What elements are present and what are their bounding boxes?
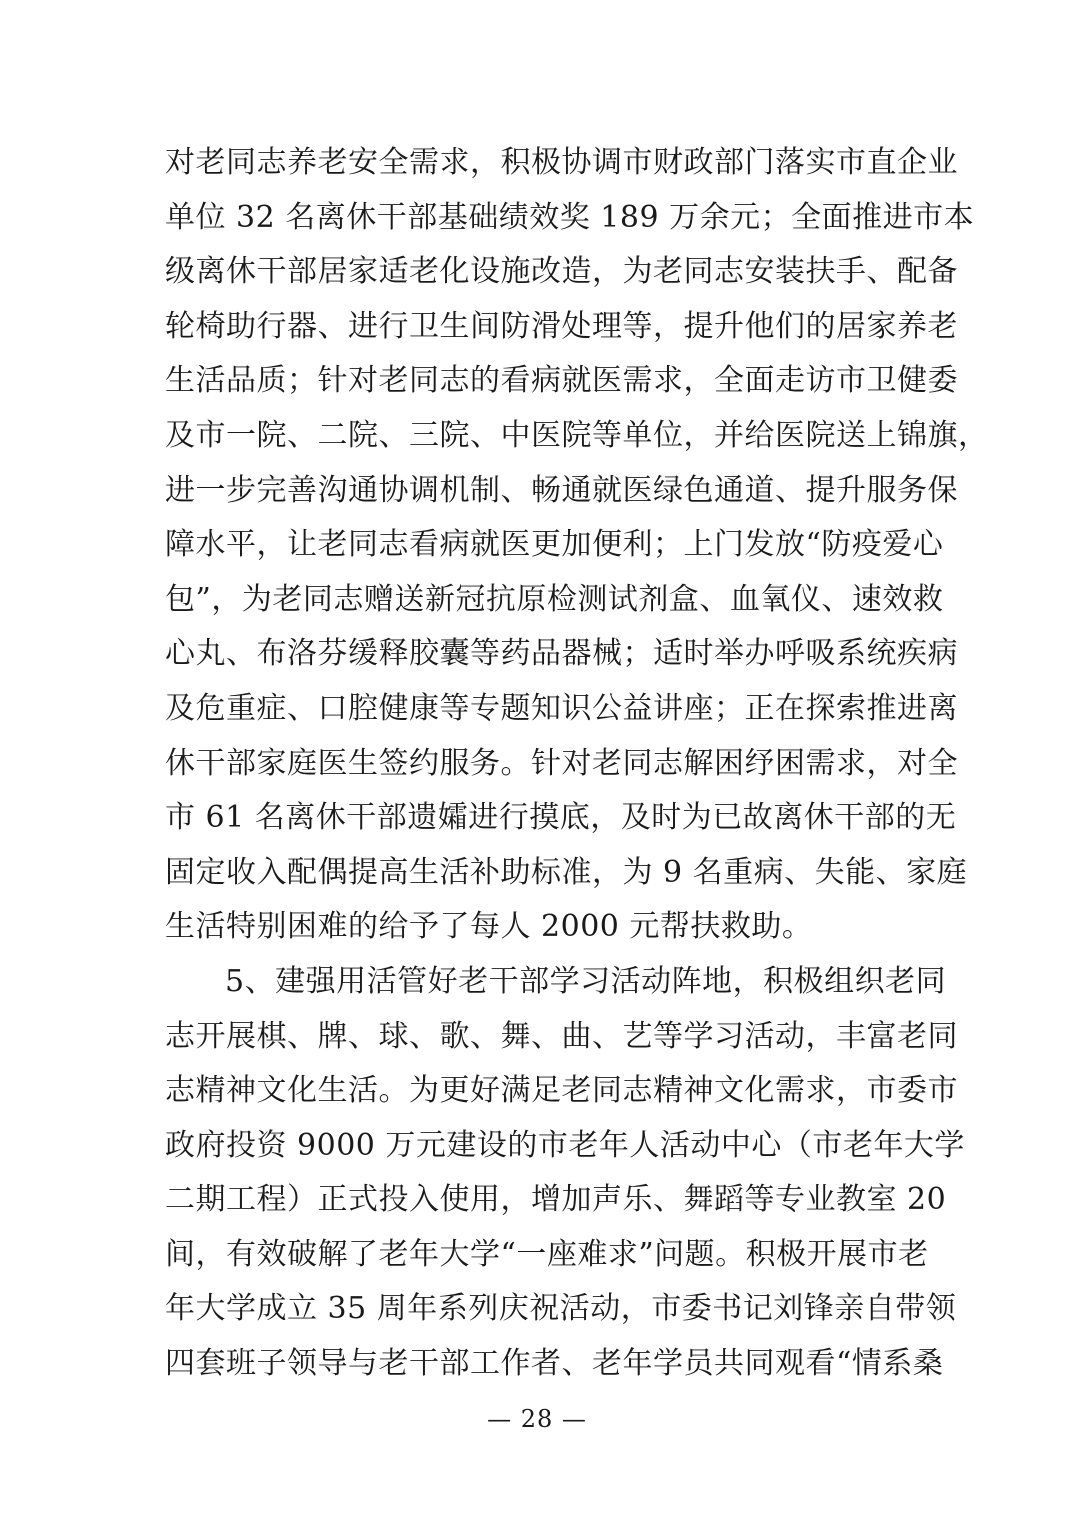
text-line: 进一步完善沟通协调机制、畅通就医绿色通道、提升服务保 xyxy=(165,472,958,508)
text-line: 政府投资 9000 万元建设的市老年人活动中心（市老年大学 xyxy=(165,1127,965,1163)
text-line: 及危重症、口腔健康等专题知识公益讲座；正在探索推进离 xyxy=(165,690,958,726)
page-number: — 28 — xyxy=(487,1405,587,1433)
text-line: 包”，为老同志赠送新冠抗原检测试剂盒、血氧仪、速效救 xyxy=(165,581,944,617)
text-line: 四套班子领导与老干部工作者、老年学员共同观看“情系桑 xyxy=(165,1346,944,1382)
text-line: 级离休干部居家适老化设施改造，为老同志安装扶手、配备 xyxy=(165,254,958,290)
text-line: 及市一院、二院、三院、中医院等单位，并给医院送上锦旗， xyxy=(165,417,989,453)
text-line: 单位 32 名离休干部基础绩效奖 189 万余元；全面推进市本 xyxy=(165,199,975,235)
text-line: 志开展棋、牌、球、歌、舞、曲、艺等学习活动，丰富老同 xyxy=(165,1018,958,1054)
text-line: 固定收入配偶提高生活补助标准，为 9 名重病、失能、家庭 xyxy=(165,854,968,890)
text-line: 志精神文化生活。为更好满足老同志精神文化需求，市委市 xyxy=(165,1073,958,1109)
text-line: 对老同志养老安全需求，积极协调市财政部门落实市直企业 xyxy=(165,145,958,180)
paragraph-start-line: 5、建强用活管好老干部学习活动阵地，积极组织老同 xyxy=(225,963,947,999)
text-line: 生活特别困难的给予了每人 2000 元帮扶救助。 xyxy=(165,909,813,945)
body-text xyxy=(165,136,989,1392)
text-line: 休干部家庭医生签约服务。针对老同志解困纾困需求，对全 xyxy=(165,745,958,781)
text-line: 年大学成立 35 周年系列庆祝活动，市委书记刘锋亲自带领 xyxy=(165,1291,957,1327)
text-line: 间，有效破解了老年大学“一座难求”问题。积极开展市老 xyxy=(165,1236,929,1272)
text-line: 市 61 名离休干部遗孀进行摸底，及时为已故离休干部的无 xyxy=(165,800,957,836)
text-line: 心丸、布洛芬缓释胶囊等药品器械；适时举办呼吸系统疾病 xyxy=(165,636,958,672)
text-line: 二期工程）正式投入使用，增加声乐、舞蹈等专业教室 20 xyxy=(165,1182,947,1218)
text-line: 轮椅助行器、进行卫生间防滑处理等，提升他们的居家养老 xyxy=(165,308,958,344)
text-line: 生活品质；针对老同志的看病就医需求，全面走访市卫健委 xyxy=(165,363,958,399)
text-line: 障水平，让老同志看病就医更加便利；上门发放“防疫爱心 xyxy=(165,527,944,563)
